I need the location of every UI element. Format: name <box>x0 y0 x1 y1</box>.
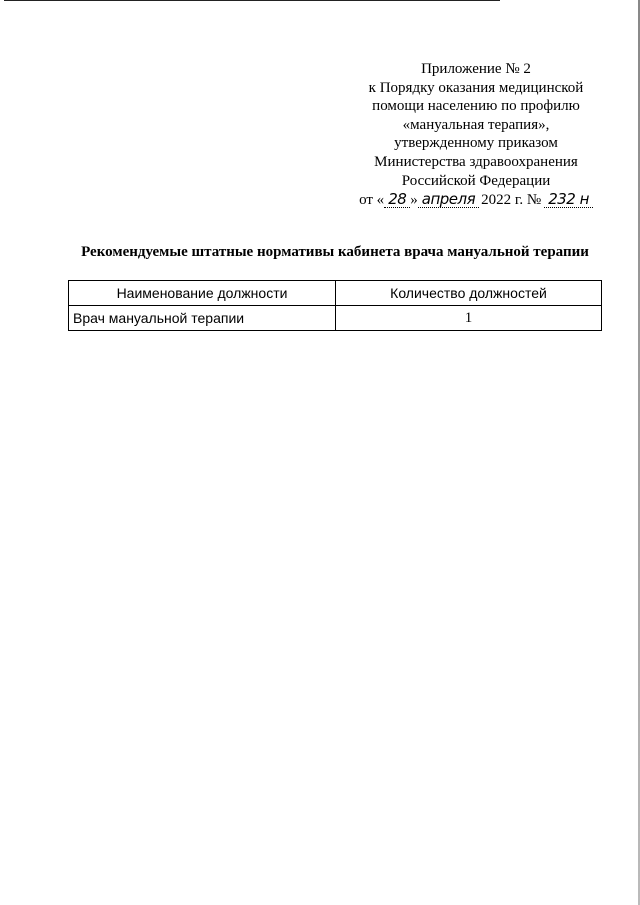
date-prefix: от « <box>359 192 385 209</box>
scan-top-edge <box>4 0 500 1</box>
table-header-row <box>69 281 602 306</box>
table-row <box>69 306 602 331</box>
order-number-handwritten: 232 н <box>548 190 589 209</box>
date-day-handwritten: 28 <box>388 190 407 209</box>
date-day-field <box>384 192 410 208</box>
approval-line: Министерства здравоохранения <box>374 153 578 170</box>
date-month-field <box>418 192 479 208</box>
staff-norms-table <box>68 280 602 331</box>
date-year: 2022 г. № <box>481 192 542 209</box>
approval-line: Российской Федерации <box>401 172 551 189</box>
column-header-position: Наименование должности <box>69 281 336 306</box>
column-header-count: Количество должностей <box>336 281 602 306</box>
approval-line: помощи населению по профилю <box>372 98 580 115</box>
page-title: Рекомендуемые штатные нормативы кабинета врача мануальной терапии <box>81 244 589 260</box>
order-number-field <box>544 192 593 208</box>
date-mid: » <box>410 192 418 209</box>
cell-count: 1 <box>336 306 602 331</box>
order-date-line <box>352 191 600 210</box>
approval-block <box>352 60 600 210</box>
approval-line: утвержденному приказом <box>394 135 558 152</box>
approval-line: Приложение № 2 <box>421 61 531 77</box>
approval-line: к Порядку оказания медицинской <box>368 79 584 96</box>
approval-line: «мануальная терапия», <box>402 116 550 133</box>
cell-position: Врач мануальной терапии <box>69 306 336 331</box>
date-month-handwritten: апреля <box>421 190 476 209</box>
